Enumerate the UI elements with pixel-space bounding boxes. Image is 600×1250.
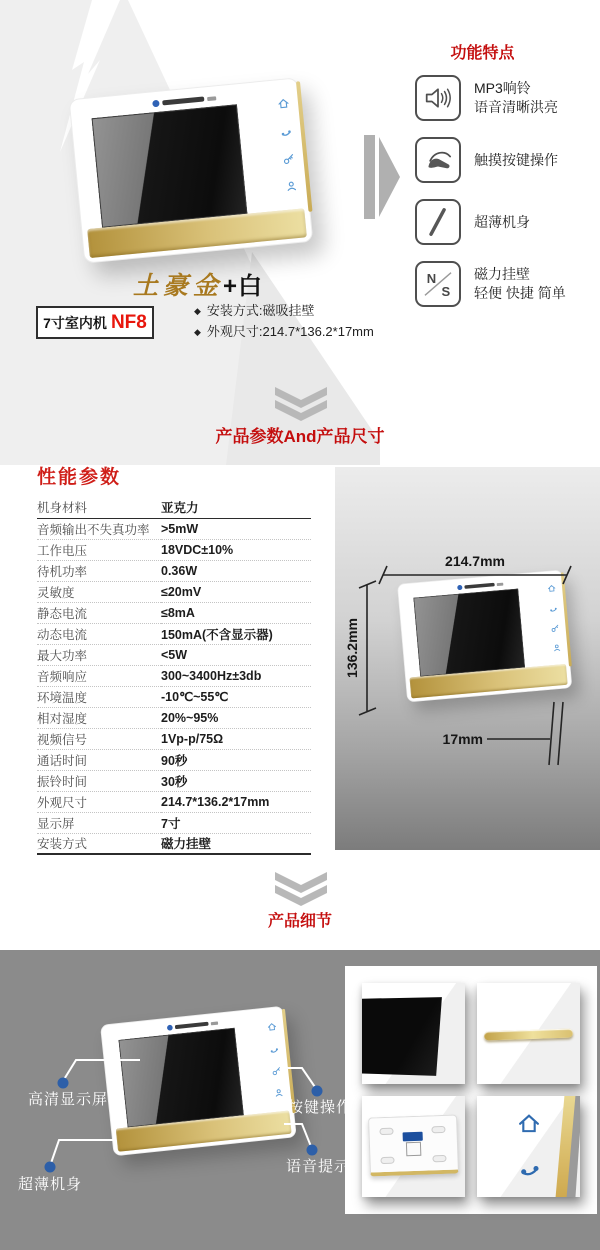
spec-value: -10℃~55℃ — [161, 690, 229, 704]
model-code: NF8 — [110, 311, 147, 333]
spec-label: 工作电压 — [37, 543, 88, 558]
spec-label: 显示屏 — [37, 816, 75, 831]
features-title: 功能特点 — [450, 45, 515, 62]
feature-line1: MP3响铃 — [474, 80, 531, 97]
spec-label: 外观尺寸 — [37, 795, 88, 810]
spec-value: 300~3400Hz±3db — [161, 668, 262, 683]
magnet-ns-icon — [415, 261, 461, 307]
spec-label: 最大功率 — [37, 648, 88, 663]
feature-line1: 触摸按键操作 — [474, 151, 558, 168]
table-row — [37, 518, 311, 539]
spec-value: 30秒 — [161, 774, 188, 789]
dimension-panel — [335, 467, 600, 850]
touch-hand-icon — [415, 137, 461, 183]
feature-touch-keys — [415, 137, 600, 183]
phone-icon — [279, 124, 293, 138]
depth-dimension-label: 17mm — [442, 731, 483, 747]
slim-slash-icon — [415, 199, 461, 245]
spec-value: ≤20mV — [161, 584, 202, 599]
table-row — [37, 728, 311, 749]
table-row — [37, 770, 311, 791]
bullet-size — [194, 324, 374, 340]
spec-label: 相对湿度 — [37, 711, 88, 726]
magnet-s-letter: S — [441, 284, 451, 300]
double-chevron-down-icon — [273, 870, 329, 908]
spec-value: 18VDC±10% — [161, 542, 234, 557]
intercom-device-image — [69, 77, 314, 263]
callout-voice-prompt: 语音提示 — [286, 1158, 351, 1175]
feature-line1: 超薄机身 — [474, 213, 530, 230]
monitor-user-icon — [284, 179, 298, 193]
device-screen — [92, 104, 248, 227]
diamond-bullet-icon: ◆ — [194, 306, 201, 316]
speaker-icon — [415, 75, 461, 121]
spec-value: 214.7*136.2*17mm — [161, 794, 270, 809]
table-row — [37, 560, 311, 581]
table-row — [37, 686, 311, 707]
callout-key-operation: 按键操作 — [288, 1099, 353, 1116]
diamond-bullet-icon: ◆ — [194, 327, 201, 337]
spec-value: 0.36W — [161, 563, 198, 578]
spec-value: 7寸 — [161, 816, 181, 831]
spec-value: 20%~95% — [161, 710, 219, 725]
spec-label: 机身材料 — [37, 501, 88, 516]
spec-value: <5W — [161, 647, 188, 662]
specs-title: 性能参数 — [37, 467, 122, 488]
feature-line1: 磁力挂壁 — [474, 266, 530, 283]
spec-label: 灵敏度 — [37, 585, 75, 600]
magnet-n-letter: N — [426, 271, 437, 287]
double-chevron-down-icon — [273, 385, 329, 423]
table-row — [37, 602, 311, 623]
callout-slim-body: 超薄机身 — [18, 1176, 83, 1193]
spec-label: 环境温度 — [37, 690, 88, 705]
feature-text — [474, 79, 558, 117]
variant-white-text: +白 — [223, 273, 264, 300]
color-variant-title — [118, 266, 278, 302]
feature-slim-body — [415, 199, 600, 245]
home-icon — [276, 96, 290, 110]
right-arrow-divider — [364, 135, 402, 219]
model-prefix: 7寸室内机 — [43, 314, 107, 331]
feature-text — [474, 151, 558, 170]
bullet-text: 外观尺寸:214.7*136.2*17mm — [206, 324, 374, 339]
features-section — [415, 40, 600, 323]
table-row — [37, 623, 311, 644]
table-row — [37, 791, 311, 812]
specs-table — [37, 497, 311, 855]
spec-value: 磁力挂壁 — [161, 837, 212, 852]
bullet-text: 安装方式:磁吸挂壁 — [206, 303, 315, 318]
feature-magnet-mount — [415, 261, 600, 307]
spec-value: 亚克力 — [161, 501, 199, 516]
spec-label: 待机功率 — [37, 564, 88, 579]
spec-label: 振铃时间 — [37, 774, 88, 789]
feature-line2: 语音清晰洪亮 — [474, 99, 558, 115]
table-row — [37, 707, 311, 728]
table-row — [37, 833, 311, 854]
feature-line2: 轻便 快捷 简单 — [474, 285, 566, 301]
dimension-lines — [335, 467, 600, 850]
details-section-heading: 产品细节 — [267, 913, 332, 930]
width-dimension-label: 214.7mm — [445, 553, 505, 569]
model-badge — [36, 306, 154, 339]
callout-hd-screen: 高清显示屏 — [28, 1091, 109, 1108]
table-row — [37, 812, 311, 833]
spec-label: 音频输出不失真功率 — [37, 522, 150, 537]
spec-label: 静态电流 — [37, 606, 88, 621]
table-row — [37, 665, 311, 686]
spec-label: 视频信号 — [37, 732, 88, 747]
table-row — [37, 497, 311, 518]
table-row — [37, 644, 311, 665]
table-row — [37, 581, 311, 602]
spec-label: 安装方式 — [37, 837, 88, 852]
spec-value: >5mW — [161, 521, 199, 536]
spec-label: 音频响应 — [37, 669, 88, 684]
spec-label: 动态电流 — [37, 627, 88, 642]
spec-value: 1Vp-p/75Ω — [161, 731, 224, 746]
unlock-key-icon — [281, 152, 295, 166]
params-section-heading: 产品参数And产品尺寸 — [215, 427, 385, 446]
specs-section — [37, 462, 311, 855]
variant-gold-text: 土豪金 — [132, 273, 223, 300]
feature-mp3-ring — [415, 75, 600, 121]
feature-text — [474, 265, 566, 303]
hero-bullet-list — [194, 303, 374, 345]
bullet-install — [194, 303, 374, 319]
table-row — [37, 749, 311, 770]
height-dimension-label: 136.2mm — [344, 618, 360, 678]
spec-value: ≤8mA — [161, 605, 195, 620]
table-row — [37, 539, 311, 560]
spec-value: 150mA(不含显示器) — [161, 627, 273, 642]
feature-text — [474, 213, 530, 232]
details-band — [0, 950, 600, 1250]
spec-label: 通话时间 — [37, 753, 88, 768]
spec-value: 90秒 — [161, 753, 188, 768]
